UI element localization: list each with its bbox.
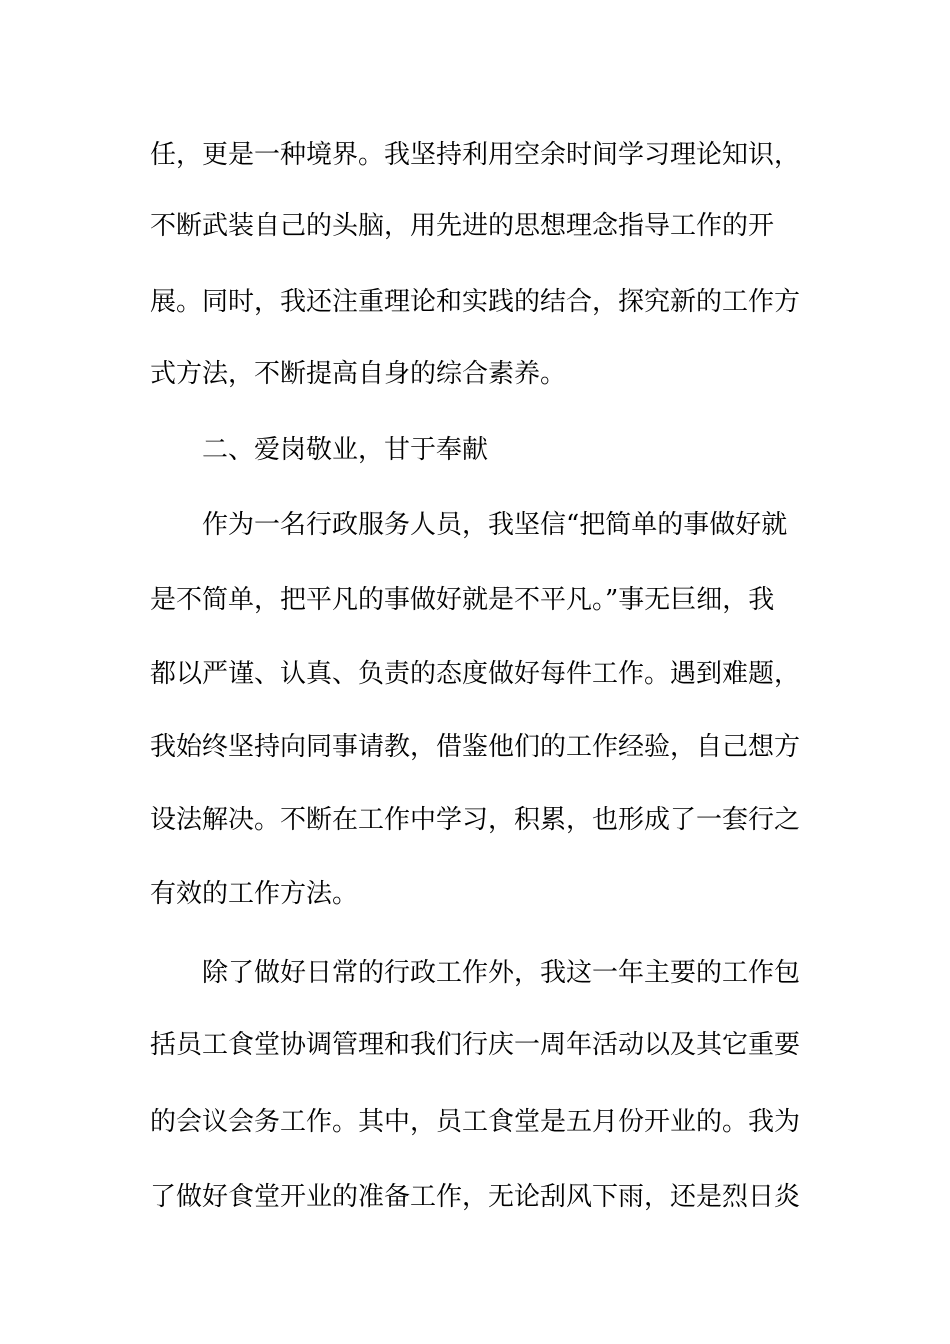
text-line: 有效的工作方法。 xyxy=(150,879,359,909)
text-line: 我始终坚持向同事请教，借鉴他们的工作经验，自己想方 xyxy=(150,732,801,762)
text-line: 作为一名行政服务人员，我坚信“把简单的事做好就 xyxy=(202,510,788,540)
text-line: 的会议会务工作。其中，员工食堂是五月份开业的。我为 xyxy=(150,1107,801,1137)
text-line: 除了做好日常的行政工作外，我这一年主要的工作包 xyxy=(202,958,801,988)
text-line: 式方法，不断提高自身的综合素养。 xyxy=(150,359,567,389)
text-line: 设法解决。不断在工作中学习，积累，也形成了一套行之 xyxy=(150,805,801,835)
text-line: 了做好食堂开业的准备工作，无论刮风下雨，还是烈日炎 xyxy=(150,1182,801,1212)
text-line: 括员工食堂协调管理和我们行庆一周年活动以及其它重要 xyxy=(150,1030,801,1060)
text-line: 任，更是一种境界。我坚持利用空余时间学习理论知识， xyxy=(150,140,801,170)
section-heading: 二、爱岗敬业，甘于奉献 xyxy=(202,435,489,465)
text-line: 是不简单，把平凡的事做好就是不平凡。”事无巨细，我 xyxy=(150,585,775,615)
text-line: 展。同时，我还注重理论和实践的结合，探究新的工作方 xyxy=(150,287,801,317)
text-line: 不断武装自己的头脑，用先进的思想理念指导工作的开 xyxy=(150,211,775,241)
text-line: 都以严谨、认真、负责的态度做好每件工作。遇到难题， xyxy=(150,659,801,689)
